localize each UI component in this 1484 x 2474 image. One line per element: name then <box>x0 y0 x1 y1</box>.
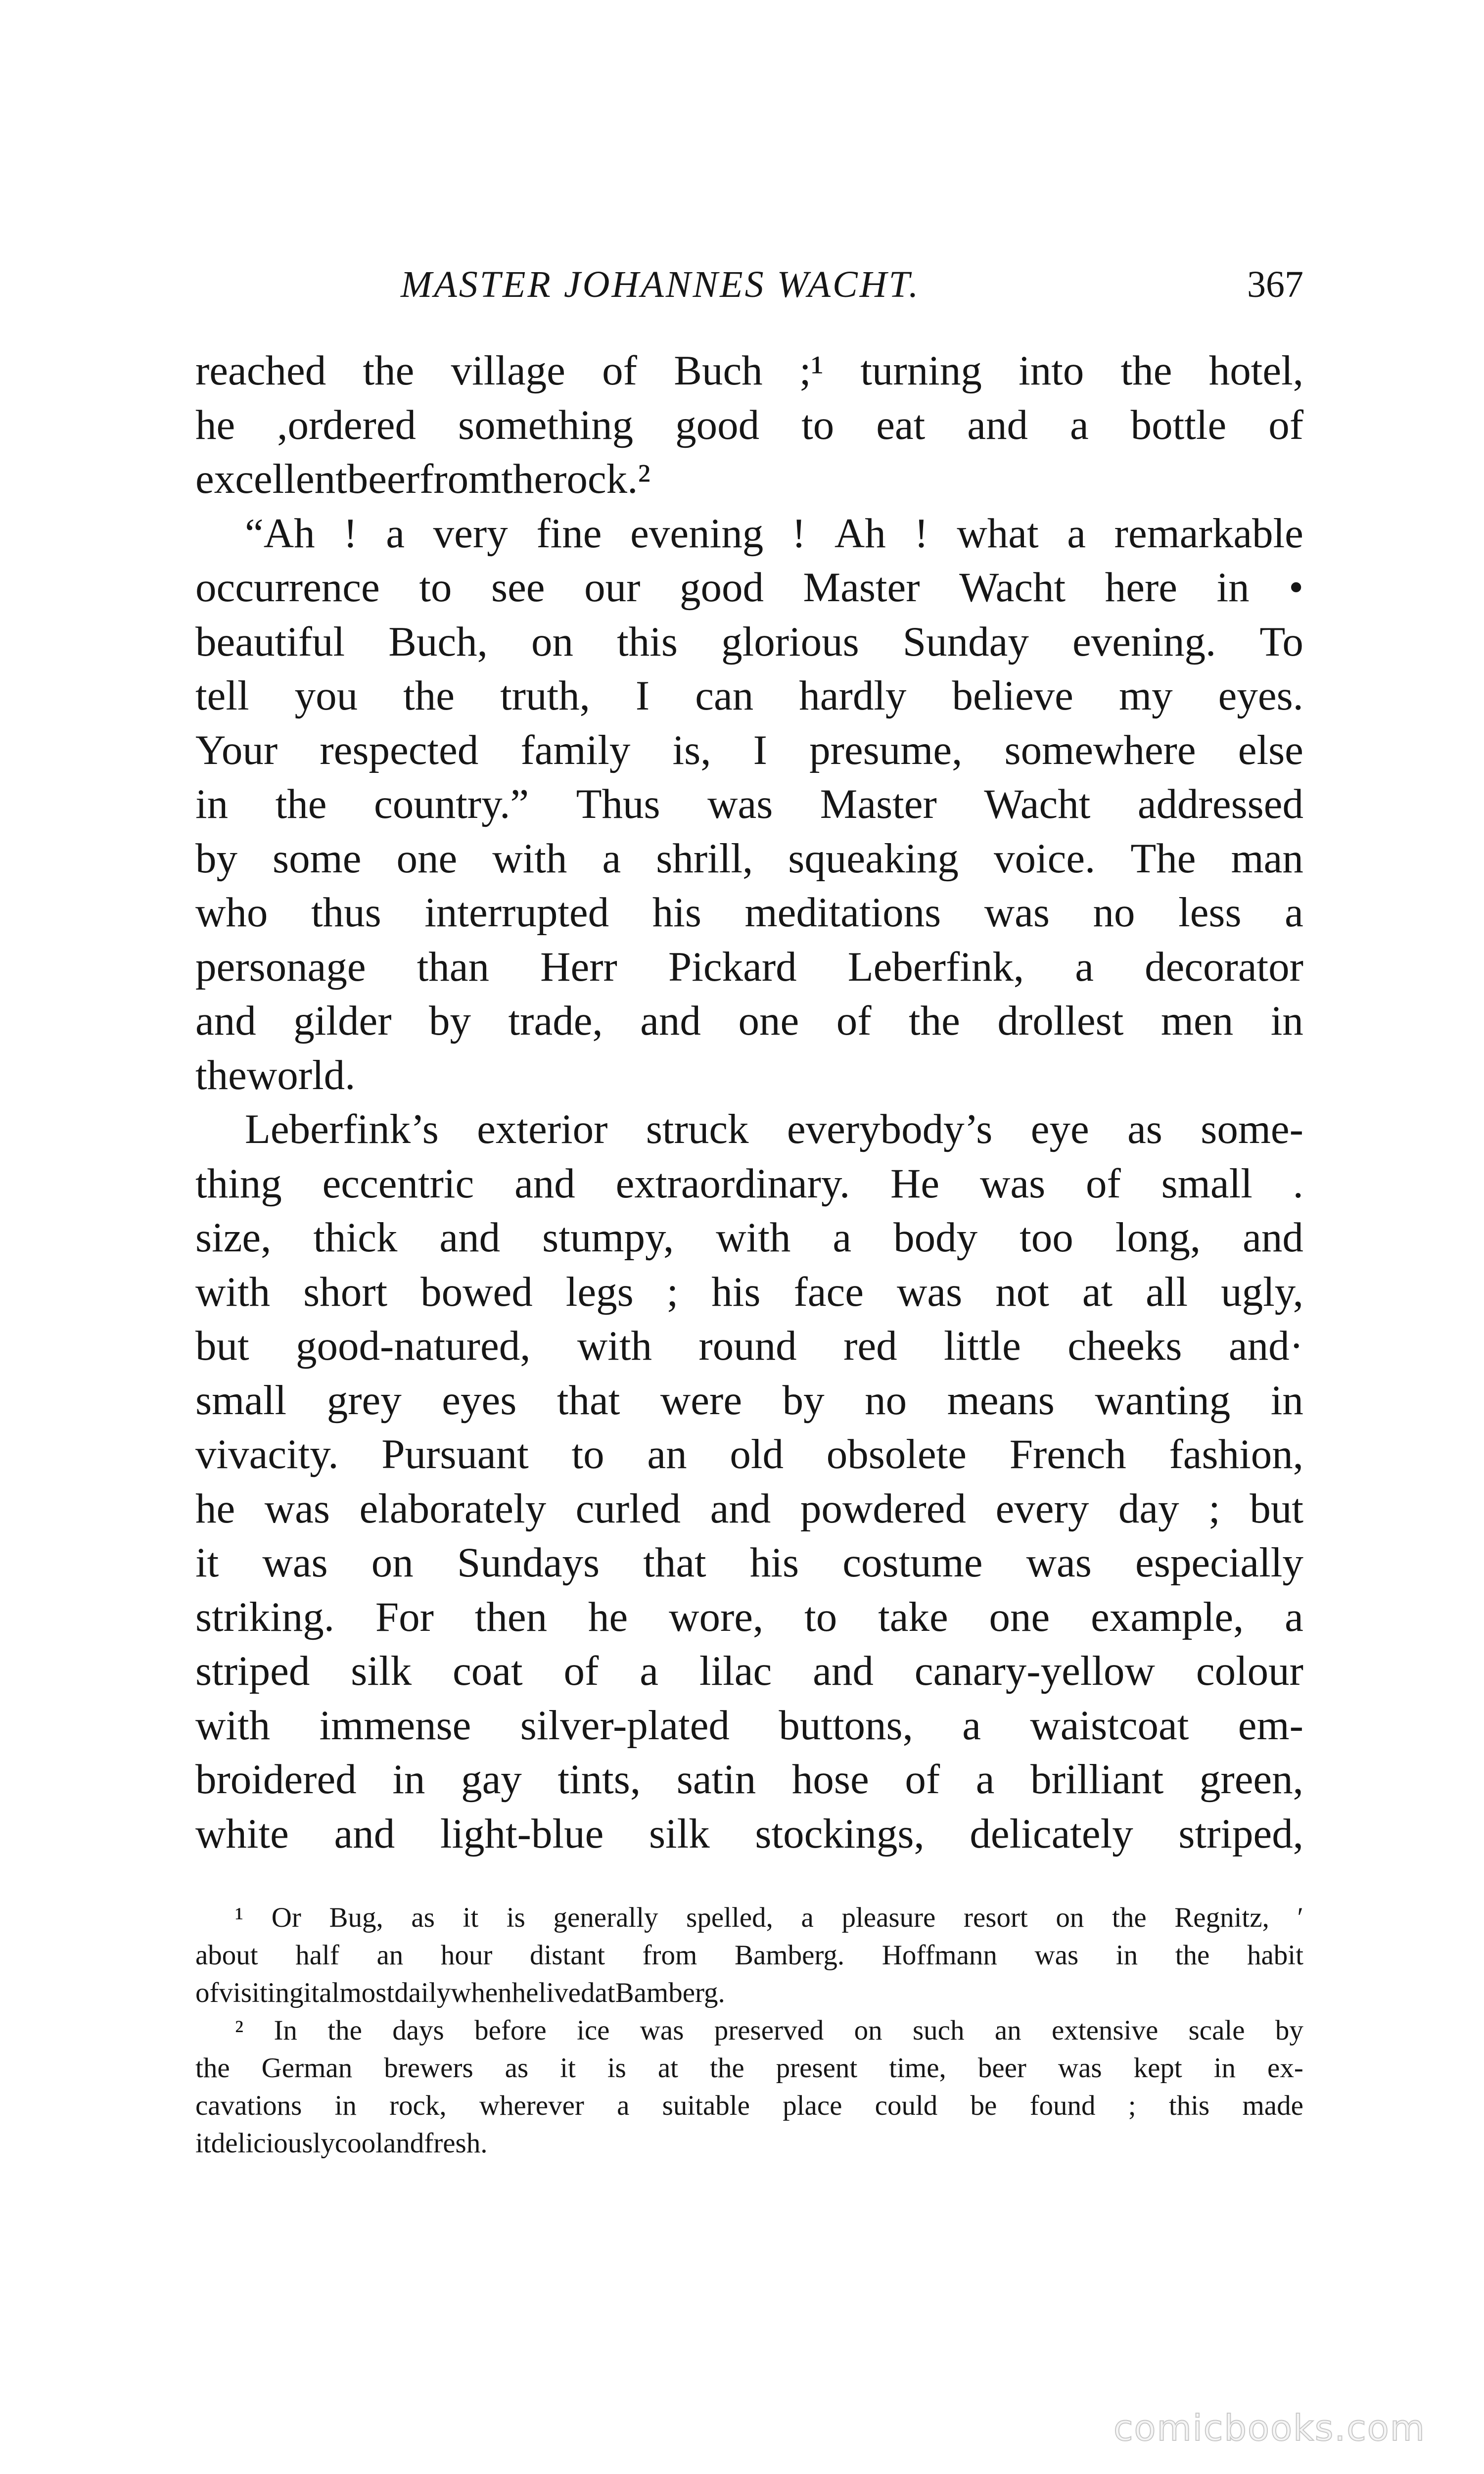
footnote-line: ² In the days before ice was preserved on such an extensive scale by <box>235 2015 1303 2046</box>
text-line: he ,ordered something good to eat and a bottle of <box>195 401 1303 448</box>
text-line: by some one with a shrill, squeaking voice. The man <box>195 835 1303 882</box>
footnote-line: it deliciously cool and fresh. <box>195 2128 488 2159</box>
text-line: who thus interrupted his meditations was no less a <box>195 889 1303 936</box>
footnote-line: the German brewers as it is at the present time, beer was kept in ex- <box>195 2052 1303 2084</box>
text-line: size, thick and stumpy, with a body too long, and <box>195 1214 1303 1261</box>
footnote-line: about half an hour distant from Bamberg. Hoffmann was in the habit <box>195 1940 1303 1971</box>
text-line: “Ah ! a very fine evening ! Ah ! what a remarkable <box>245 510 1303 557</box>
page-number: 367 <box>1247 264 1303 305</box>
text-line: in the country.” Thus was Master Wacht addressed <box>195 781 1303 827</box>
text-line: with immense silver-plated buttons, a waistcoat em- <box>195 1702 1303 1749</box>
watermark-logo: comicbooks.com <box>1113 2407 1426 2449</box>
text-line: reached the village of Buch ;¹ turning into the hotel, <box>195 347 1303 394</box>
footnote-line: of visiting it almost daily when he lived at Bamberg. <box>195 1977 725 2008</box>
text-line: striking. For then he wore, to take one example, a <box>195 1593 1303 1640</box>
text-line: Leberfink’s exterior struck everybody’s eye as some- <box>245 1106 1303 1152</box>
text-line: excellent beer from the rock.² <box>195 456 650 502</box>
text-line: vivacity. Pursuant to an old obsolete French fashion, <box>195 1431 1303 1477</box>
footnotes <box>195 1899 1303 2162</box>
text-line: with short bowed legs ; his face was not at all ugly, <box>195 1268 1303 1315</box>
text-line: but good-natured, with round red little cheeks and· <box>195 1323 1303 1369</box>
text-line: thing eccentric and extraordinary. He was of small . <box>195 1160 1303 1207</box>
text-line: beautiful Buch, on this glorious Sunday evening. To <box>195 618 1303 665</box>
text-line: it was on Sundays that his costume was especially <box>195 1539 1303 1586</box>
running-title: MASTER JOHANNES WACHT. <box>401 264 921 305</box>
text-line: he was elaborately curled and powdered every day ; but <box>195 1485 1303 1532</box>
footnote-line: cavations in rock, wherever a suitable place could be found ; this made <box>195 2090 1303 2121</box>
text-line: tell you the truth, I can hardly believe my eyes. <box>195 672 1303 719</box>
text-line: Your respected family is, I presume, somewhere else <box>195 726 1303 773</box>
text-line: white and light-blue silk stockings, delicately striped, <box>195 1810 1303 1857</box>
text-line: and gilder by trade, and one of the drollest men in <box>195 998 1303 1044</box>
body-text <box>195 344 1303 1861</box>
text-line: occurrence to see our good Master Wacht here in • <box>195 564 1303 611</box>
footnote-line: ¹ Or Bug, as it is generally spelled, a pleasure resort on the Regnitz, ′ <box>235 1902 1303 1933</box>
text-line: broidered in gay tints, satin hose of a brilliant green, <box>195 1756 1303 1803</box>
running-head <box>195 257 1303 312</box>
text-line: personage than Herr Pickard Leberfink, a decorator <box>195 943 1303 990</box>
text-line: the world. <box>195 1051 356 1098</box>
text-line: striped silk coat of a lilac and canary-yellow colour <box>195 1648 1303 1694</box>
text-line: small grey eyes that were by no means wanting in <box>195 1377 1303 1424</box>
